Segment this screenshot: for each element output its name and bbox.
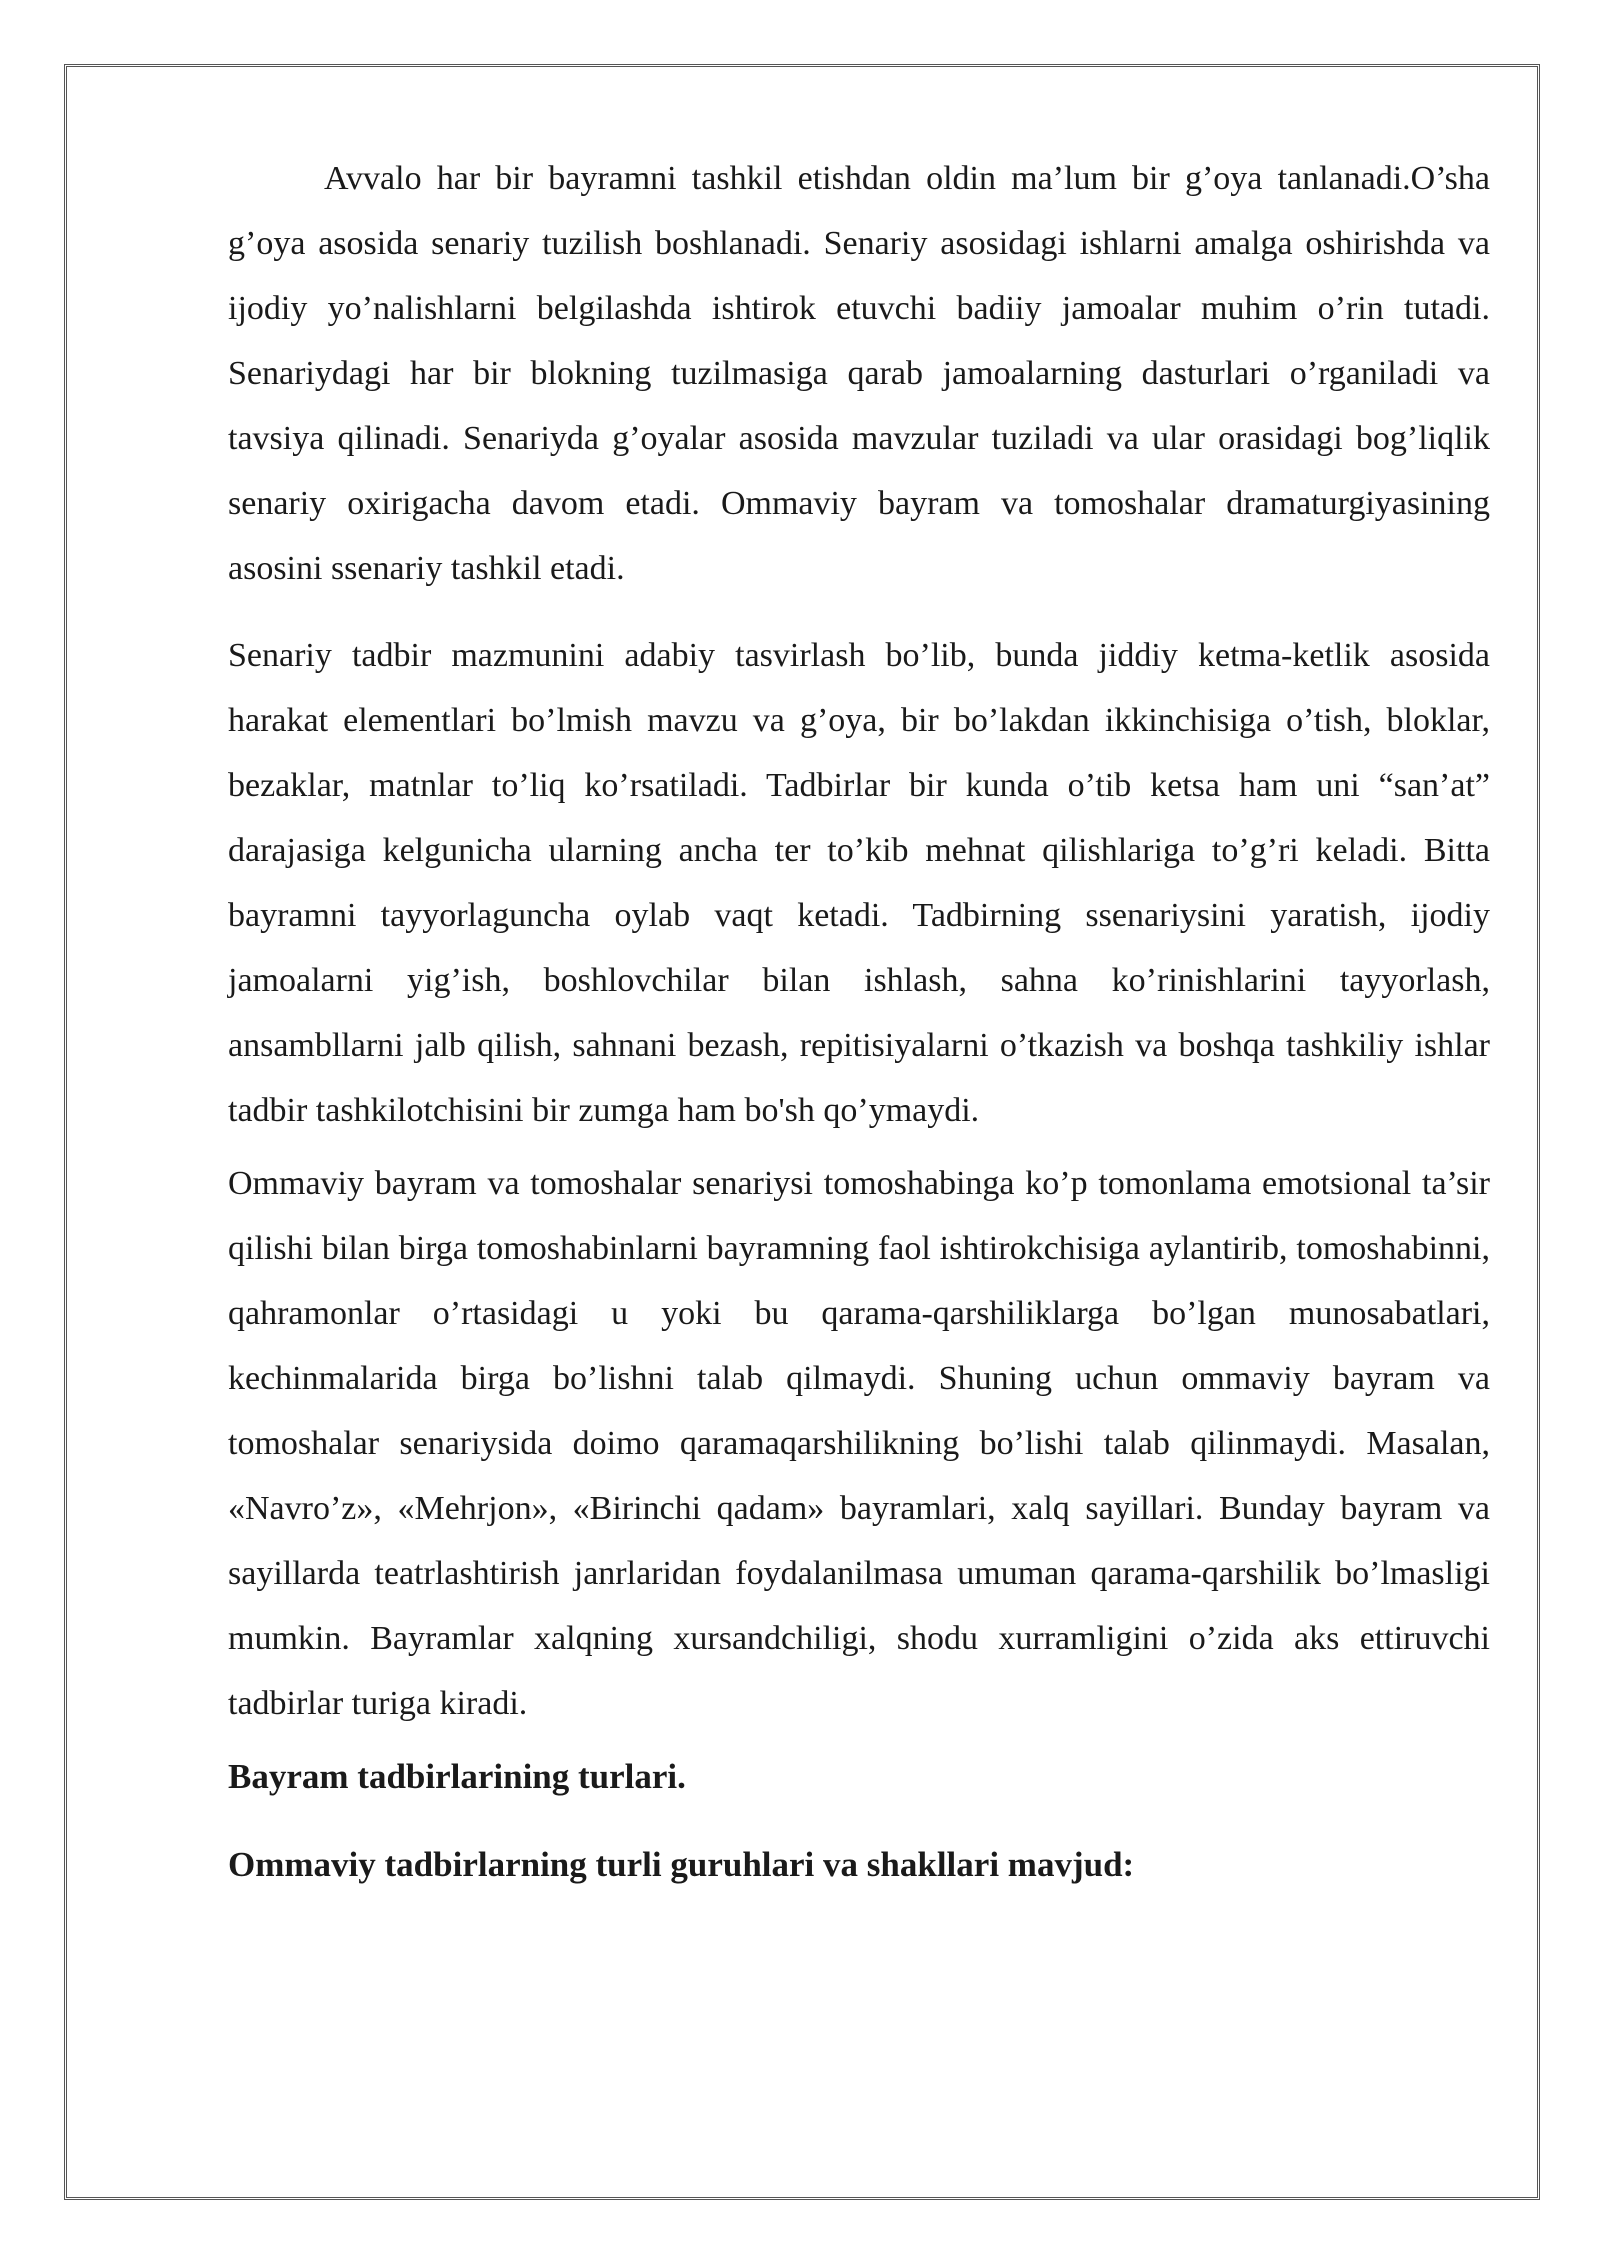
document-body xyxy=(228,146,1490,1892)
section-heading-event-groups: Ommaviy tadbirlarning turli guruhlari va shakllari mavjud: xyxy=(228,1845,1135,1884)
paragraph-3: Ommaviy bayram va tomoshalar senariysi tomoshabinga ko’p tomonlama emotsional ta’sir qilishi bilan birga tomoshabinlarni bayramning faol ishtirokchisiga aylantirib, tomoshabinni, qahramonlar o’rtasidagi u yoki bu qarama-qarshiliklarga bo’lgan munosabatlari, kechinmalarida birga bo’lishni talab qilmaydi. Shuning uchun ommaviy bayram va tomoshalar senariysida doimo qaramaqarshilikning bo’lishi talab qilinmaydi. Masalan, «Navro’z», «Mehrjon», «Birinchi qadam» bayramlari, xalq sayillari. Bunday bayram va sayillarda teatrlashtirish janrlaridan foydalanilmasa umuman qarama-qarshilik bo’lmasligi mumkin. Bayramlar xalqning xursandchiligi, shodu xurramligini o’zida aks ettiruvchi tadbirlar turiga kiradi. xyxy=(228,1165,1490,1722)
paragraph-1: Avvalo har bir bayramni tashkil etishdan oldin ma’lum bir g’oya tanlanadi.O’sha g’oya asosida senariy tuzilish boshlanadi. Senariy asosidagi ishlarni amalga oshirishda va ijodiy yo’nalishlarni belgilashda ishtirok etuvchi badiiy jamoalar muhim o’rin tutadi. Senariydagi har bir blokning tuzilmasiga qarab jamoalarning dasturlari o’rganiladi va tavsiya qilinadi. Senariyda g’oyalar asosida mavzular tuziladi va ular orasidagi bog’liqlik senariy oxirigacha davom etadi. Ommaviy bayram va tomoshalar dramaturgiyasining asosini ssenariy tashkil etadi. xyxy=(228,160,1490,587)
section-heading-holiday-types: Bayram tadbirlarining turlari. xyxy=(228,1757,686,1796)
paragraph-2: Senariy tadbir mazmunini adabiy tasvirlash bo’lib, bunda jiddiy ketma-ketlik asosida harakat elementlari bo’lmish mavzu va g’oya, bir bo’lakdan ikkinchisiga o’tish, bloklar, bezaklar, matnlar to’liq ko’rsatiladi. Tadbirlar bir kunda o’tib ketsa ham uni “san’at” darajasiga kelgunicha ularning ancha ter to’kib mehnat qilishlariga to’g’ri keladi. Bitta bayramni tayyorlaguncha oylab vaqt ketadi. Tadbirning ssenariysini yaratish, ijodiy jamoalarni yig’ish, boshlovchilar bilan ishlash, sahna ko’rinishlarini tayyorlash, ansambllarni jalb qilish, sahnani bezash, repitisiyalarni o’tkazish va boshqa tashkiliy ishlar tadbir tashkilotchisini bir zumga ham bo'sh qo’ymaydi. xyxy=(228,637,1490,1129)
